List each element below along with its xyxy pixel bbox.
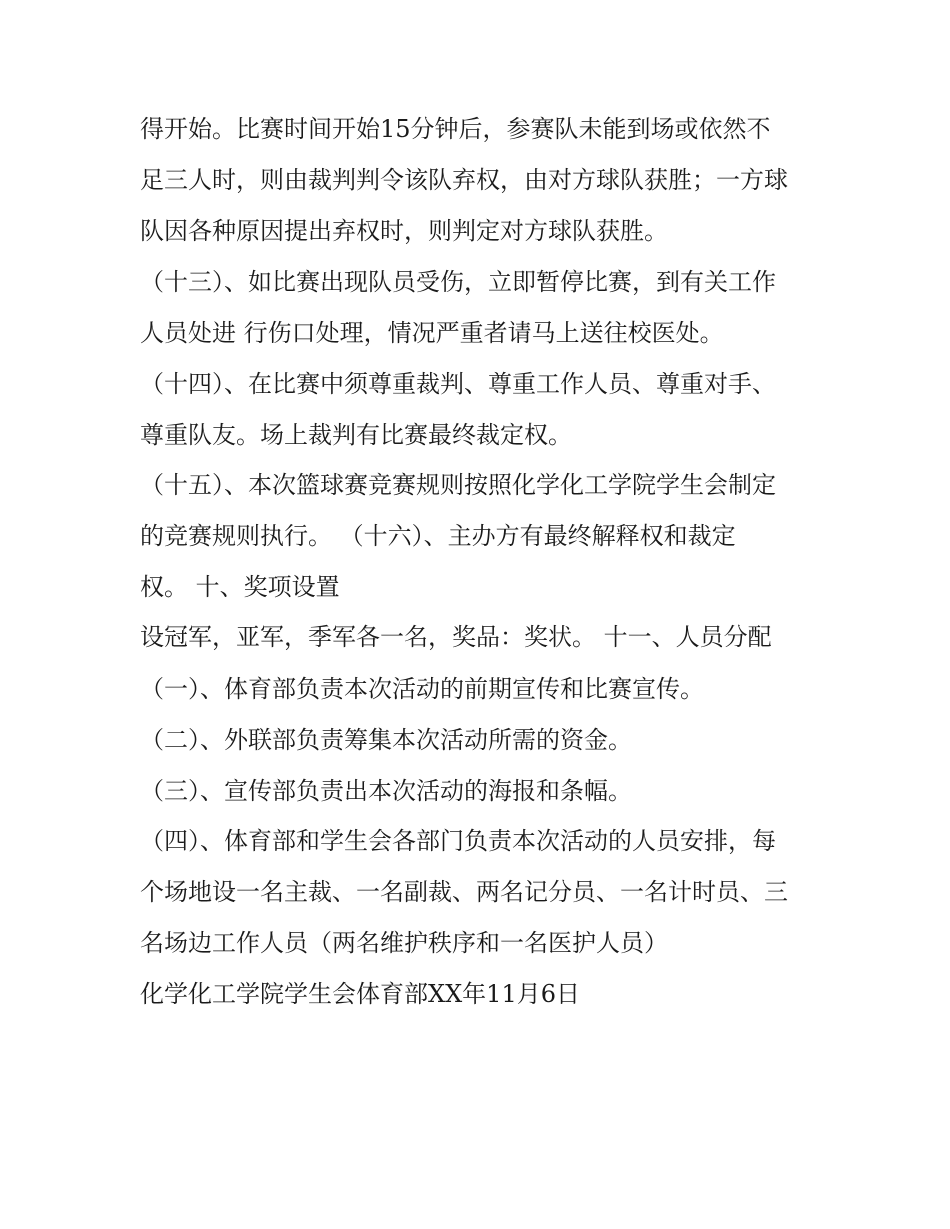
text-line: 尊重队友。场上裁判有比赛最终裁定权。 [140,421,572,449]
text-line: 人员处进 行伤口处理，情况严重者请马上送往校医处。 [140,319,724,347]
text-line: （三）、宣传部负责出本次活动的海报和条幅。 [140,777,632,805]
text-line: 设冠军，亚军，季军各一名，奖品：奖状。 十一、人员分配 [140,623,772,651]
text-line: （十三）、如比赛出现队员受伤，立即暂停比赛，到有关工作 [140,268,776,296]
text-line: 化学化工学院学生会体育部XX年11月6日 [140,980,580,1008]
text-line: 名场边工作人员（两名维护秩序和一名医护人员） [140,929,668,957]
text-line: （二）、外联部负责筹集本次活动所需的资金。 [140,726,632,754]
text-line: 得开始。比赛时间开始15分钟后，参赛队未能到场或依然不 [140,115,771,143]
text-line: （十四）、在比赛中须尊重裁判、尊重工作人员、尊重对手、 [140,370,776,398]
text-line: 足三人时，则由裁判判令该队弃权，由对方球队获胜；一方球 [140,166,788,194]
text-line: 队因各种原因提出弃权时，则判定对方球队获胜。 [140,217,668,245]
text-line: （四）、体育部和学生会各部门负责本次活动的人员安排，每 [140,827,776,855]
text-line: 个场地设一名主裁、一名副裁、两名记分员、一名计时员、三 [140,878,788,906]
text-line: 的竞赛规则执行。 （十六）、主办方有最终解释权和裁定 [140,522,736,550]
text-line: 权。 十、奖项设置 [140,573,340,601]
text-line: （十五）、本次篮球赛竞赛规则按照化学化工学院学生会制定 [140,471,776,499]
text-line: （一）、体育部负责本次活动的前期宣传和比赛宣传。 [140,675,704,703]
